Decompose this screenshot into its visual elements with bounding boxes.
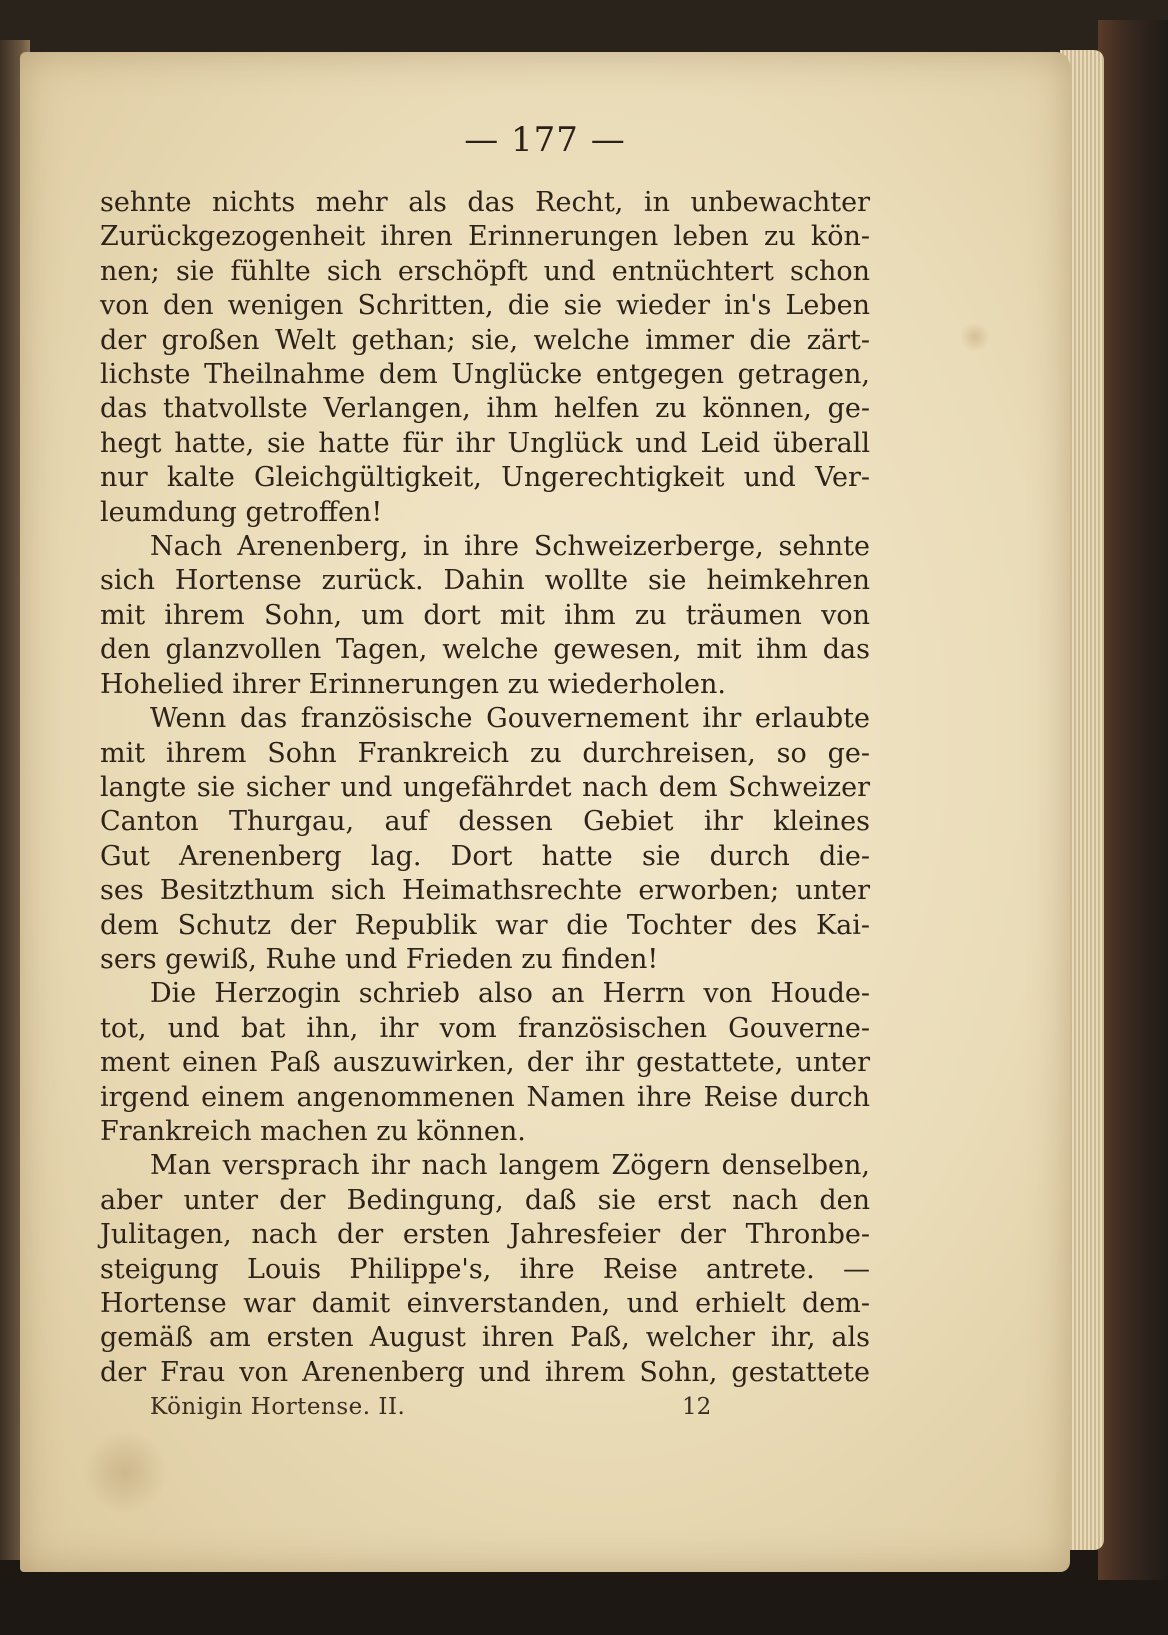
text-line: Gut Arenenberg lag. Dort hatte sie durch die- [100, 840, 870, 872]
text-line: nur kalte Gleichgültigkeit, Ungerechtigkeit und Ver- [100, 462, 870, 494]
text-line: dem Schutz der Republik war die Tochter des Kai- [100, 909, 870, 941]
page-stain [80, 1432, 170, 1512]
text-line: tot, und bat ihn, ihr vom französischen Gouverne- [100, 1012, 870, 1044]
text-line: Man versprach ihr nach langem Zögern denselben, [150, 1150, 870, 1182]
text-line: steigung Louis Philippe's, ihre Reise antrete. — [100, 1253, 870, 1285]
text-line: nen; sie fühlte sich erschöpft und entnüchtert schon [100, 255, 870, 287]
text-line: Zurückgezogenheit ihren Erinnerungen leben zu kön- [100, 221, 870, 253]
text-line: Canton Thurgau, auf dessen Gebiet ihr kleines [100, 806, 870, 838]
text-line: gemäß am ersten August ihren Paß, welcher ihr, als [100, 1322, 870, 1354]
text-line: Nach Arenenberg, in ihre Schweizerberge, sehnte [150, 531, 870, 563]
text-line: Wenn das französische Gouvernement ihr erlaubte [150, 703, 870, 735]
book-cover-right [1098, 20, 1168, 1580]
text-line: lichste Theilnahme dem Unglücke entgegen getragen, [100, 359, 870, 391]
text-line: mit ihrem Sohn Frankreich zu durchreisen, so ge- [100, 737, 870, 769]
page-number-header: — 177 — [464, 120, 626, 160]
text-line: Hohelied ihrer Erinnerungen zu wiederholen. [100, 668, 726, 700]
text-line: aber unter der Bedingung, daß sie erst nach den [100, 1184, 870, 1216]
footer-sheet-number: 12 [682, 1394, 712, 1420]
text-line: sehnte nichts mehr als das Recht, in unbewachter [100, 187, 870, 218]
body-text [100, 186, 870, 1390]
text-line: von den wenigen Schritten, die sie wieder in's Leben [100, 290, 870, 322]
text-line: ment einen Paß auszuwirken, der ihr gestattete, unter [100, 1047, 870, 1079]
text-line: Die Herzogin schrieb also an Herrn von Houde- [150, 978, 870, 1010]
text-line: sich Hortense zurück. Dahin wollte sie heimkehren [100, 565, 870, 597]
text-line: ses Besitzthum sich Heimathsrechte erworben; unter [100, 875, 870, 907]
text-line: den glanzvollen Tagen, welche gewesen, mit ihm das [100, 634, 870, 666]
text-line: langte sie sicher und ungefährdet nach dem Schweizer [100, 771, 870, 803]
page-stain [960, 322, 990, 352]
book-page [20, 52, 1070, 1572]
text-line: Frankreich machen zu können. [100, 1115, 526, 1147]
text-line: irgend einem angenommenen Namen ihre Reise durch [100, 1081, 870, 1113]
text-line: sers gewiß, Ruhe und Frieden zu finden! [100, 943, 659, 975]
text-line: Julitagen, nach der ersten Jahresfeier der Thronbe- [100, 1219, 870, 1251]
text-line: das thatvollste Verlangen, ihm helfen zu können, ge- [100, 393, 870, 425]
text-line: mit ihrem Sohn, um dort mit ihm zu träumen von [100, 599, 870, 631]
footer-signature: Königin Hortense. II. [150, 1394, 406, 1420]
text-line: Hortense war damit einverstanden, und erhielt dem- [100, 1288, 870, 1319]
text-line: der Frau von Arenenberg und ihrem Sohn, gestattete [100, 1356, 870, 1388]
text-line: der großen Welt gethan; sie, welche immer die zärt- [100, 324, 870, 356]
text-line: leumdung getroffen! [100, 496, 383, 528]
text-line: hegt hatte, sie hatte für ihr Unglück und Leid überall [100, 427, 870, 459]
